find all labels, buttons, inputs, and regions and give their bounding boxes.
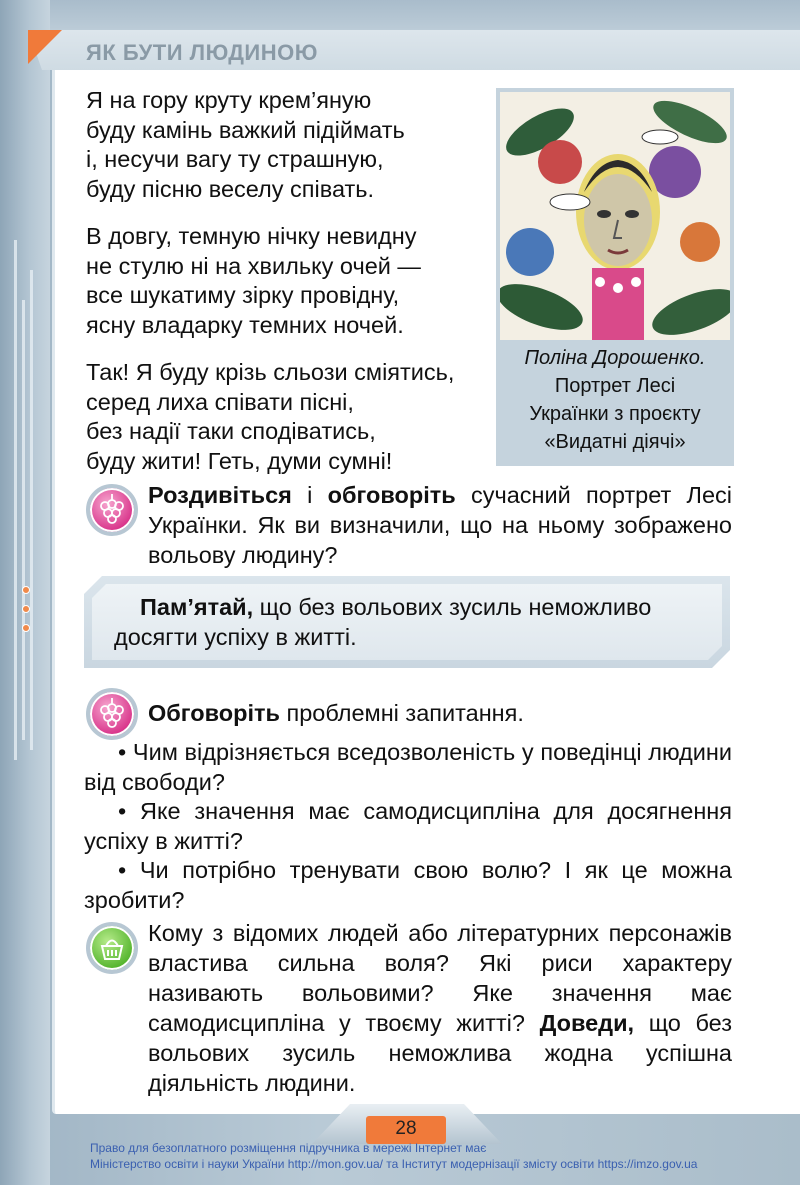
frame-rail <box>22 300 25 740</box>
basket-icon <box>90 926 134 970</box>
question-item: • Яке значення має самодисципліна для досягнення успіху в житті? <box>84 798 732 854</box>
rowan-berries-icon <box>90 488 134 532</box>
page-number: 28 <box>395 1118 417 1139</box>
footer-line: Міністерство освіти і науки України http://mon.gov.ua/ та Інститут модернізації змісту освіти https://imzo.gov.ua <box>90 1157 698 1171</box>
poem-line: серед лиха співати пісні, <box>86 388 354 415</box>
frame-rail <box>30 270 33 750</box>
caption-author: Поліна Дорошенко. <box>524 347 706 369</box>
remember-rest: що без вольових зусиль неможливо досягти успіху в житті. <box>114 594 652 650</box>
side-dots <box>22 586 30 643</box>
frame-rail <box>14 240 17 760</box>
poem-line: без надії таки сподіватись, <box>86 418 376 444</box>
task-text: і <box>291 482 328 508</box>
poem-stanza <box>86 358 486 476</box>
poem-line: В довгу, темную нічку невидну <box>86 223 417 249</box>
remember-bold: Пам’ятай, <box>140 594 254 620</box>
page-title: ЯК БУТИ ЛЮДИНОЮ <box>86 40 318 65</box>
task-text: сучасний портрет Лесі Українки. Як ви визначили, що на ньому зображено вольову людину? <box>148 482 733 568</box>
question-list <box>84 738 732 915</box>
portrait-illustration <box>500 92 730 340</box>
task-text: що без вольових зусиль неможлива жодна успішна діяльність людини. <box>148 1010 732 1096</box>
portrait-image <box>500 92 730 340</box>
remember-text <box>114 592 714 652</box>
basket-icon <box>86 922 138 974</box>
side-dot <box>22 624 30 632</box>
poem-line: буду жити! Геть, думи сумні! <box>86 447 393 474</box>
caption-line: «Видатні діячі» <box>544 431 686 453</box>
question-item: • Чи потрібно тренувати свою волю? І як це можна зробити? <box>84 857 732 913</box>
caption-line: Українки з проєкту <box>529 403 701 425</box>
task-bold: Роздивіться <box>148 482 292 508</box>
side-dot <box>22 586 30 594</box>
task-bold: Доведи, <box>539 1010 635 1036</box>
footer-license <box>90 1140 790 1172</box>
task-text: Кому з відомих людей або літературних персонажів властива сильна воля? Які риси характеру називають вольовими? Яке значення має самодисципліна у твоєму житті? <box>148 920 732 1036</box>
poem-line: і, несучи вагу ту страшную, <box>86 146 384 172</box>
question-item: • Чим відрізняється вседозволеність у поведінці людини від свободи? <box>84 739 732 795</box>
poem-line: Я на гору круту крем’яную <box>86 87 372 113</box>
poem-line: буду камінь важкий підіймать <box>86 116 405 143</box>
caption-line: Портрет Лесі <box>554 375 676 397</box>
task-homework <box>148 918 732 1098</box>
task-text: проблемні запитання. <box>279 700 524 726</box>
task-discuss-questions <box>148 698 732 728</box>
task-bold: Обговоріть <box>148 700 280 726</box>
portrait-caption <box>496 344 734 456</box>
rowan-berries-icon <box>86 484 138 536</box>
rowan-berries-icon <box>90 692 134 736</box>
rowan-berries-icon <box>86 688 138 740</box>
poem-line: буду пісню веселу співать. <box>86 175 375 202</box>
poem-line: не стулю ні на хвильку очей — <box>86 252 421 279</box>
poem-stanza <box>86 222 486 340</box>
poem-line: ясну владарку темних ночей. <box>86 311 404 338</box>
side-dot <box>22 605 30 613</box>
portrait-card <box>496 88 734 466</box>
poem-stanza <box>86 86 486 204</box>
poem-line: все шукатиму зірку провідну, <box>86 282 400 308</box>
poem-line: Так! Я буду крізь сльози сміятись, <box>86 359 455 385</box>
task-bold: обговоріть <box>327 482 456 508</box>
poem <box>86 86 486 494</box>
footer-line: Право для безоплатного розміщення підручника в мережі Інтернет має <box>90 1141 487 1155</box>
task-discuss-portrait <box>148 480 732 570</box>
